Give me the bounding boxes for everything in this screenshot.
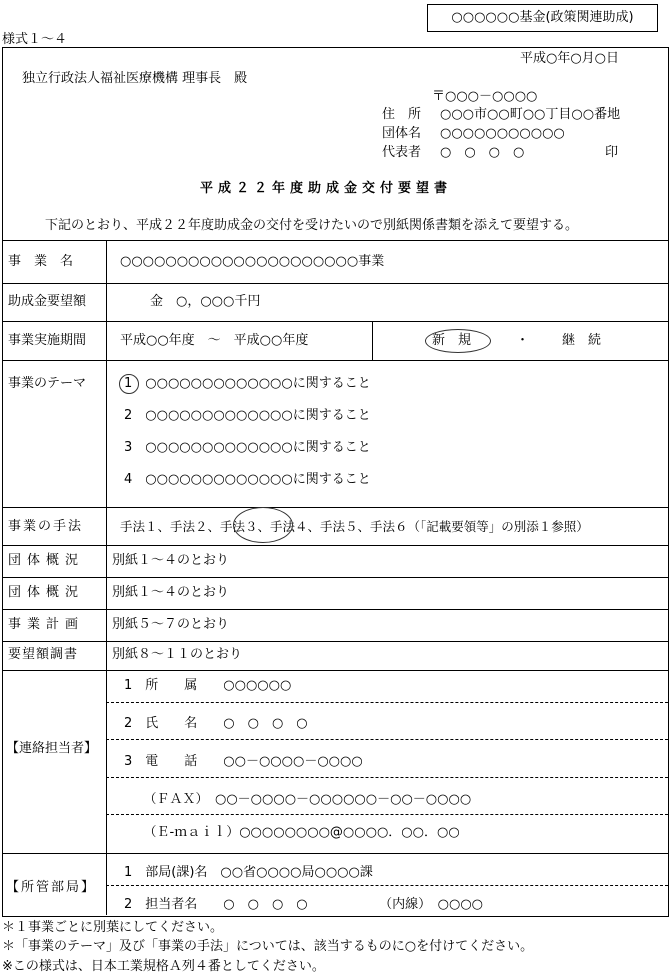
value-overview: 別紙１～４のとおり bbox=[112, 585, 230, 600]
theme-item: 2 ○○○○○○○○○○○○○に関すること bbox=[124, 408, 371, 423]
theme-item: 1 ○○○○○○○○○○○○○に関すること bbox=[124, 376, 371, 391]
label-request: 要望額調書 bbox=[8, 647, 79, 662]
contact-item: （Ｅ-ｍａｉｌ）○○○○○○○○@○○○○．○○．○○ bbox=[124, 825, 460, 840]
addressee: 独立行政法人福祉医療機構 理事長 殿 bbox=[22, 71, 248, 86]
contact-item: 2 氏 名 ○ ○ ○ ○ bbox=[124, 716, 308, 731]
label-project-name: 事 業 名 bbox=[8, 254, 74, 269]
label-period: 事業実施期間 bbox=[8, 333, 87, 348]
value-project-name: ○○○○○○○○○○○○○○○○○○○○○事業 bbox=[120, 254, 385, 269]
footnote: ※この様式は、日本工業規格Ａ列４番としてください。 bbox=[2, 959, 325, 974]
selected-circle bbox=[425, 329, 491, 353]
value-method: 手法１、手法２、手法３、手法４、手法５、手法６（「記載要領等」の別添１参照） bbox=[120, 519, 589, 534]
label-overview: 団体概況 bbox=[8, 585, 85, 600]
label-overview: 団体概況 bbox=[8, 553, 85, 568]
address-value: ○○○市○○町○○丁目○○番地 bbox=[440, 107, 621, 122]
footnote: ＊「事業のテーマ」及び「事業の手法」については、該当するものに○を付けてください。 bbox=[2, 939, 534, 954]
department-item: 2 担当者名 ○ ○ ○ ○ （内線） ○○○○ bbox=[124, 897, 484, 912]
contact-item: （ＦＡＸ） ○○－○○○○－○○○○○○－○○－○○○○ bbox=[124, 792, 472, 807]
contact-item: 1 所 属 ○○○○○○ bbox=[124, 678, 292, 693]
rep-value: ○ ○ ○ ○ bbox=[440, 145, 525, 160]
theme-item: 3 ○○○○○○○○○○○○○に関すること bbox=[124, 440, 371, 455]
intro-text: 下記のとおり、平成２２年度助成金の交付を受けたいので別紙関係書類を添えて要望する。 bbox=[45, 218, 579, 233]
value-request: 別紙８～１１のとおり bbox=[112, 647, 243, 662]
org-value: ○○○○○○○○○○○ bbox=[440, 126, 565, 141]
selected-circle bbox=[233, 507, 293, 543]
document-title: 平成２２年度助成金交付要望書 bbox=[200, 181, 453, 196]
org-label: 団体名 bbox=[382, 126, 422, 141]
value-period: 平成○○年度 ～ 平成○○年度 bbox=[120, 333, 309, 348]
label-contact: 【連絡担当者】 bbox=[6, 741, 98, 756]
value-amount: 金 ○，○○○千円 bbox=[150, 294, 261, 309]
postal-code: 〒○○○－○○○○ bbox=[432, 89, 538, 104]
value-overview: 別紙１～４のとおり bbox=[112, 553, 230, 568]
label-method: 事業の手法 bbox=[8, 519, 84, 534]
option-continue: 継 続 bbox=[562, 333, 602, 348]
theme-item: 4 ○○○○○○○○○○○○○に関すること bbox=[124, 472, 371, 487]
value-plan: 別紙５～７のとおり bbox=[112, 617, 230, 632]
label-amount: 助成金要望額 bbox=[8, 294, 87, 309]
seal-mark: 印 bbox=[605, 145, 619, 160]
fund-box: ○○○○○○基金(政策関連助成) bbox=[427, 4, 658, 32]
rep-label: 代表者 bbox=[382, 145, 422, 160]
department-item: 1 部局(課)名 ○○省○○○○局○○○○課 bbox=[124, 865, 373, 880]
address-label: 住 所 bbox=[382, 107, 422, 122]
date: 平成○年○月○日 bbox=[520, 51, 620, 66]
form-number: 様式１～４ bbox=[2, 32, 68, 47]
option-new: 新 規 bbox=[432, 333, 472, 348]
contact-item: 3 電 話 ○○－○○○○－○○○○ bbox=[124, 754, 363, 769]
label-department: 【所管部局】 bbox=[6, 880, 97, 895]
footnote: ＊１事業ごとに別葉にしてください。 bbox=[2, 920, 224, 935]
label-theme: 事業のテーマ bbox=[8, 376, 87, 391]
label-plan: 事業計画 bbox=[8, 617, 85, 632]
option-separator: ・ bbox=[516, 333, 530, 348]
selected-circle bbox=[119, 374, 139, 394]
